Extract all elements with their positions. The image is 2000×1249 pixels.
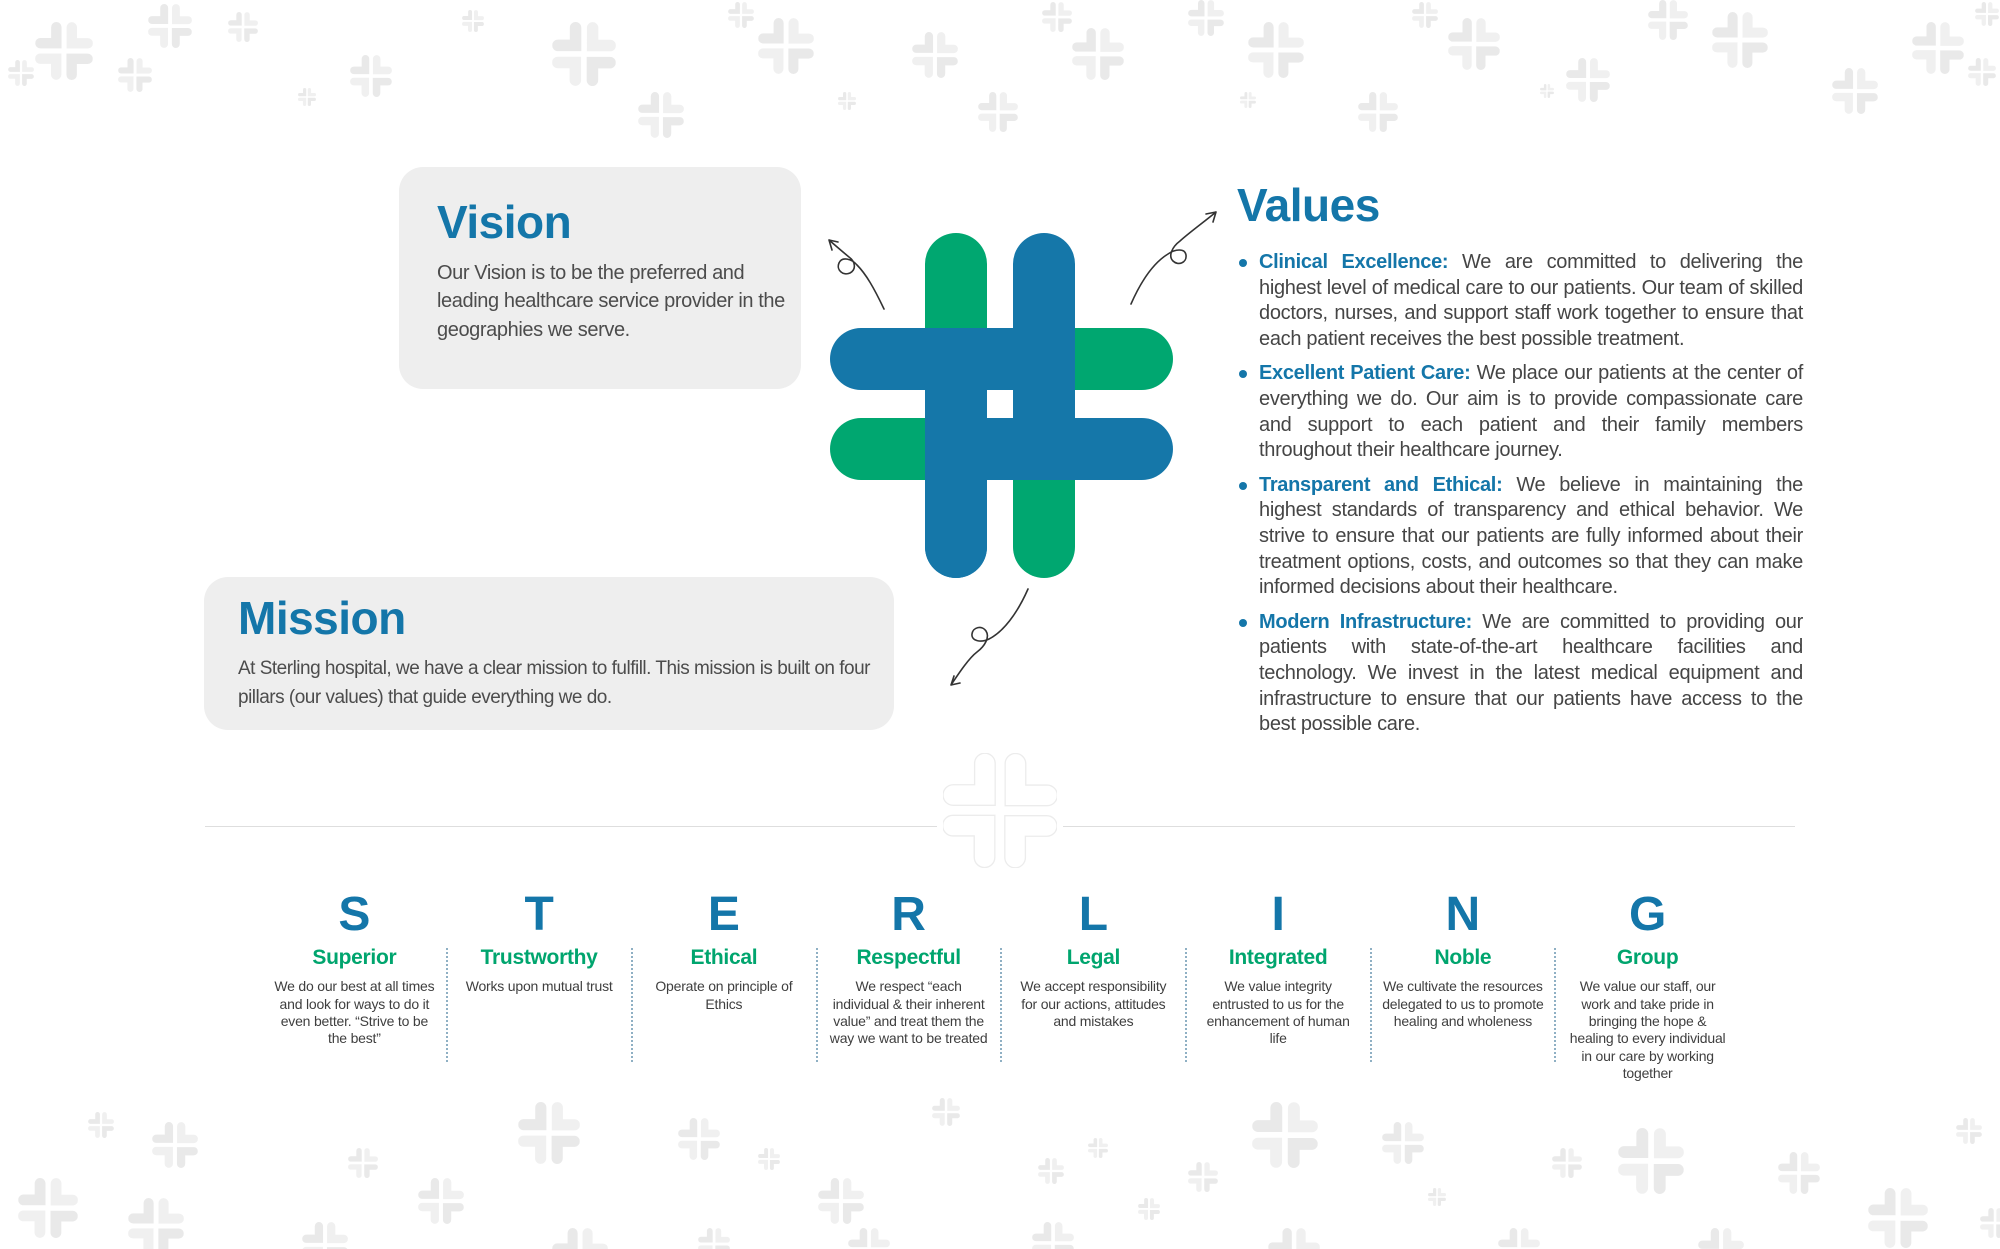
cross-pattern-icon [1188, 0, 1224, 36]
column-divider [446, 948, 448, 1062]
cross-pattern-icon [1712, 12, 1768, 68]
sterling-term: Ethical [690, 946, 758, 970]
divider-line [205, 826, 937, 827]
sterling-term: Trustworthy [480, 946, 598, 970]
cross-pattern-icon [1188, 1162, 1218, 1192]
cross-pattern-icon [678, 1118, 720, 1160]
sterling-description: We cultivate the resources delegated to us to promote healing and wholeness [1382, 978, 1544, 1030]
cross-pattern-icon [638, 92, 684, 138]
cross-pattern-icon [418, 1178, 464, 1224]
cross-pattern-icon [35, 22, 93, 80]
value-text: We place our patients at the center of everything we do. Our aim is to provide compassionate care and support to each patient and their family members throughout their healthcare journey. [1259, 362, 1803, 462]
cross-pattern-icon [152, 1122, 198, 1168]
value-item [1237, 473, 1803, 601]
cross-pattern-icon [1358, 92, 1398, 132]
cross-pattern-icon [1072, 28, 1124, 80]
sterling-letter: T [524, 888, 554, 941]
sterling-term: Superior [312, 946, 397, 970]
sterling-letter: R [891, 888, 926, 941]
value-term: Modern Infrastructure: [1259, 610, 1472, 633]
cross-pattern-icon [1778, 1152, 1820, 1194]
column-divider [1554, 948, 1556, 1062]
cross-pattern-icon [128, 1198, 184, 1249]
sterling-term: Group [1616, 946, 1679, 970]
cross-pattern-icon [1042, 2, 1072, 32]
cross-pattern-icon [18, 1178, 78, 1238]
sterling-column-noble [1371, 890, 1556, 1075]
cross-pattern-icon [1240, 92, 1256, 108]
cross-pattern-icon [1968, 58, 1996, 86]
value-text: We believe in maintaining the highest standards of transparency and ethical behavior. We strive to ensure that our patients are fully informed about their treatment options, costs, and outcomes so that they can make informed decisions about their healthcare. [1259, 473, 1803, 599]
cross-pattern-icon [978, 92, 1018, 132]
sterling-description: We value integrity entrusted to us for the enhancement of human life [1206, 978, 1350, 1047]
sterling-letter: E [707, 888, 740, 941]
cross-pattern-icon [1832, 68, 1878, 114]
value-item [1237, 361, 1803, 463]
sterling-term: Integrated [1228, 946, 1328, 970]
cross-pattern-icon [1868, 1188, 1928, 1248]
cross-outline-watermark-icon [943, 753, 1057, 868]
cross-pattern-icon [1038, 1158, 1064, 1184]
sterling-letter: S [338, 888, 371, 941]
cross-pattern-icon [348, 1148, 378, 1178]
cross-pattern-icon [758, 18, 814, 74]
sterling-letter: N [1445, 888, 1481, 941]
cross-pattern-icon [552, 22, 616, 86]
sterling-term: Noble [1434, 946, 1492, 970]
cross-pattern-icon [1032, 1222, 1074, 1249]
sterling-description: We do our best at all times and look for ways to do it even better. “Strive to be the best” [274, 978, 435, 1047]
vision-body: Our Vision is to be the preferred and leading healthcare service provider in the geographies we serve. [437, 262, 785, 341]
cross-pattern-icon [228, 12, 258, 42]
column-divider [816, 948, 818, 1062]
cross-pattern-icon [1412, 2, 1438, 28]
cross-pattern-icon [1540, 84, 1554, 98]
cross-pattern-icon [912, 32, 958, 78]
cross-pattern-icon [1268, 1228, 1320, 1249]
cross-pattern-icon [1912, 22, 1964, 74]
cross-pattern-icon [728, 2, 754, 28]
sterling-column-trustworthy [447, 890, 632, 1075]
column-divider [1000, 948, 1002, 1062]
divider-line [1063, 826, 1795, 827]
cross-pattern-icon [698, 1228, 730, 1249]
values-section [1237, 178, 1803, 747]
cross-pattern-icon [1382, 1122, 1424, 1164]
sterling-description: We value our staff, our work and take pride in bringing the hope & healing to every individual in our care by working together [1569, 978, 1726, 1082]
cross-pattern-icon [552, 1228, 608, 1249]
sterling-description: We accept responsibility for our actions, attitudes and mistakes [1020, 978, 1167, 1030]
column-divider [631, 948, 633, 1062]
cross-pattern-icon [1956, 1118, 1982, 1144]
values-title: Values [1237, 179, 1380, 231]
sterling-column-ethical [632, 890, 817, 1075]
sterling-column-superior [262, 890, 447, 1075]
value-item [1237, 610, 1803, 738]
cross-pattern-icon [1566, 58, 1610, 102]
cross-pattern-icon [1138, 1198, 1160, 1220]
cross-pattern-icon [1980, 1208, 2000, 1238]
sterling-column-group [1555, 888, 1740, 1082]
sterling-column-respectful [816, 890, 1001, 1075]
cross-pattern-icon [118, 58, 152, 92]
cross-pattern-icon [350, 55, 392, 97]
cross-pattern-icon [462, 10, 484, 32]
cross-pattern-icon [148, 4, 192, 48]
cross-pattern-icon [818, 1178, 864, 1224]
sterling-letter: L [1078, 888, 1109, 941]
value-item [1237, 250, 1803, 352]
cross-pattern-icon [1498, 1228, 1540, 1249]
cross-pattern-icon [758, 1148, 780, 1170]
cross-pattern-icon [1618, 1128, 1684, 1194]
cross-pattern-icon [1088, 1138, 1108, 1158]
sterling-description: Works upon mutual trust [465, 978, 613, 995]
column-divider [1185, 948, 1187, 1062]
value-term: Excellent Patient Care: [1259, 362, 1471, 385]
mission-title: Mission [238, 592, 406, 644]
value-text: We are committed to delivering the highest level of medical care to our patients. Our team of skilled doctors, nurses, and support staff work together to ensure that each patient receives the best possible treatment. [1259, 251, 1803, 350]
cross-pattern-icon [302, 1222, 348, 1249]
sterling-acronym-band [262, 888, 1740, 1082]
cross-pattern-icon [1428, 1188, 1446, 1206]
cross-pattern-icon [838, 92, 856, 110]
cross-pattern-icon [1975, 2, 1999, 26]
cross-pattern-icon [298, 88, 316, 106]
cross-pattern-icon [88, 1112, 114, 1138]
column-divider [1370, 948, 1372, 1062]
sterling-cross-logo [830, 233, 1173, 578]
cross-pattern-icon [1698, 1228, 1744, 1249]
value-text: We are committed to providing our patients with state-of-the-art healthcare facilities and technology. We invest in the latest medical equipment and infrastructure to ensure that our patients have access to the best possible care. [1259, 610, 1803, 736]
sterling-term: Respectful [856, 946, 961, 970]
cross-pattern-icon [1648, 0, 1688, 40]
sterling-description: We respect “each individual & their inherent value” and treat them the way we want to be treated [829, 978, 988, 1047]
sterling-column-integrated [1186, 890, 1371, 1075]
mission-body: At Sterling hospital, we have a clear mission to fulfill. This mission is built on four pillars (our values) that guide everything we do. [238, 658, 871, 708]
cross-pattern-icon [8, 60, 34, 86]
vision-card [399, 167, 801, 389]
cross-pattern-icon [1552, 1148, 1582, 1178]
cross-pattern-icon [1448, 18, 1500, 70]
value-term: Transparent and Ethical: [1259, 473, 1503, 496]
cross-pattern-icon [1248, 22, 1304, 78]
sterling-description: Operate on principle of Ethics [655, 978, 793, 1012]
cross-pattern-icon [848, 1228, 890, 1249]
mission-card [204, 577, 894, 730]
vision-title: Vision [437, 196, 572, 248]
sterling-letter: G [1628, 888, 1667, 941]
sterling-column-legal [1001, 890, 1186, 1075]
cross-pattern-icon [932, 1098, 960, 1126]
cross-pattern-icon [518, 1102, 580, 1164]
value-term: Clinical Excellence: [1259, 251, 1449, 273]
sterling-letter: I [1271, 888, 1285, 941]
cross-pattern-icon [1252, 1102, 1318, 1168]
sterling-term: Legal [1066, 946, 1121, 970]
arrow-to-mission-icon [951, 589, 1028, 685]
